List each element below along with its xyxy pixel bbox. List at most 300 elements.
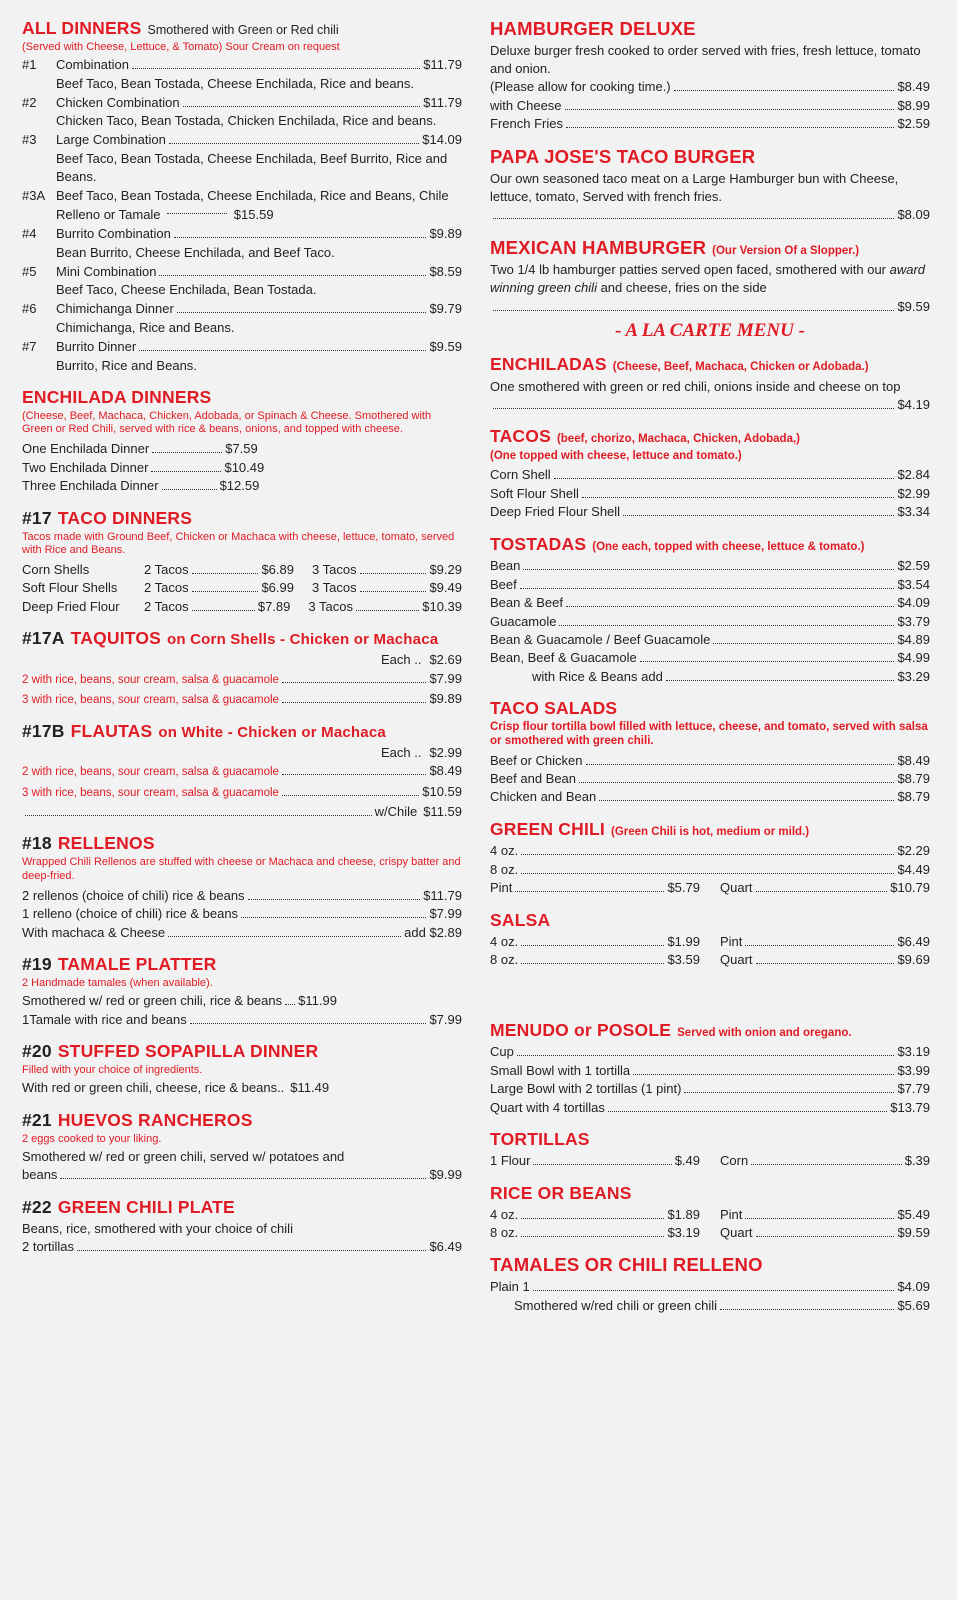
menu-item (490, 879, 700, 897)
dot-leader (521, 1218, 664, 1219)
section-note: 2 Handmade tamales (when available). (22, 977, 213, 990)
item-description: Beef Taco, Cheese Enchilada, Bean Tostada. (56, 282, 317, 298)
item-name: Corn Shells (22, 561, 90, 577)
section-salsa (490, 910, 930, 970)
item-price: $4.49 (897, 861, 930, 877)
section-subnote: (Served with Cheese, Lettuce, & Tomato) Sour Cream on request (22, 41, 340, 53)
item-name: with Rice & Beans add (532, 668, 663, 684)
desc-part-b: and cheese, fries on the side (596, 280, 767, 296)
section-title: GREEN CHILI (490, 818, 605, 839)
section-note: Tacos made with Ground Beef, Chicken or Machaca with cheese, lettuce, tomato, served with Rice and Beans. (22, 530, 455, 556)
menu-item (490, 1099, 930, 1117)
dot-leader (192, 610, 255, 611)
dot-leader (751, 1164, 902, 1165)
item-name: Bean & Guacamole / Beef Guacamole (490, 632, 711, 648)
section-green-chili (490, 819, 930, 898)
menu-item (490, 97, 930, 115)
section-title: TACOS (490, 426, 551, 447)
section-number: #21 (22, 1109, 52, 1130)
dot-leader (282, 682, 427, 683)
item-name: Small Bowl with 1 tortilla (490, 1062, 631, 1078)
item-price: $2.84 (897, 467, 930, 483)
dot-leader (60, 1178, 426, 1179)
item-name: Bean (490, 558, 521, 574)
section-title: HUEVOS RANCHEROS (57, 1109, 253, 1130)
item-price: $9.59 (897, 1224, 930, 1240)
item-price: $3.99 (897, 1062, 930, 1078)
menu-item (22, 338, 462, 375)
item-qty-3: 3 Tacos (312, 580, 357, 596)
item-name: (Please allow for cooking time.) (490, 79, 671, 95)
item-price: $11.59 (423, 803, 462, 819)
dot-leader (285, 1004, 295, 1005)
item-number: #2 (22, 94, 37, 110)
dot-leader (579, 782, 894, 783)
item-name: Beef and Bean (490, 770, 577, 786)
spacer (490, 1006, 930, 1020)
item-price: $4.09 (897, 595, 930, 611)
item-price: $11.79 (423, 94, 462, 110)
section-title-note: (Our Version Of a Slopper.) (712, 244, 860, 257)
dot-leader (190, 1023, 427, 1024)
menu-item (22, 1079, 462, 1097)
item-price: $3.34 (897, 504, 930, 520)
menu-item (22, 579, 462, 597)
item-price: $9.99 (429, 1167, 462, 1183)
dot-leader (521, 945, 664, 946)
dot-leader (554, 478, 895, 479)
desc-part-a: Two 1/4 lb hamburger patties served open faced, smothered with our (490, 262, 890, 278)
item-name: 2 rellenos (choice of chili) rice & beans (22, 887, 245, 903)
item-name: Large Bowl with 2 tortillas (1 pint) (490, 1081, 682, 1097)
item-qty-2: 2 Tacos (144, 580, 189, 596)
menu-item (490, 1062, 930, 1080)
item-description: Beans, rice, smothered with your choice of chili (22, 1220, 293, 1236)
item-name: 4 oz. (490, 843, 519, 859)
dot-leader (493, 408, 894, 409)
item-name: Plain 1 (490, 1279, 530, 1295)
item-price: $8.79 (897, 770, 930, 786)
item-name: Quart with 4 tortillas (490, 1099, 605, 1115)
dot-leader (582, 497, 895, 498)
section-hamburger-deluxe (490, 18, 930, 134)
item-name: 3 with rice, beans, sour cream, salsa & guacamole (22, 786, 279, 799)
section-title: TOSTADAS (490, 533, 587, 554)
menu-item (22, 263, 462, 300)
item-name: With red or green chili, cheese, rice & beans.. (22, 1080, 285, 1096)
item-name: Quart (720, 952, 753, 968)
menu-item (700, 1152, 930, 1170)
item-description: Beef Taco, Bean Tostada, Cheese Enchilada, Rice and beans. (56, 75, 414, 91)
item-name: Beef (490, 576, 517, 592)
item-name: 4 oz. (490, 1206, 519, 1222)
desc-emphasis: award winning green chili (490, 262, 926, 296)
item-qty-3: 3 Tacos (308, 598, 353, 614)
menu-item (22, 783, 462, 801)
item-qty-3: 3 Tacos (312, 561, 357, 577)
menu-item (490, 298, 930, 316)
menu-item (22, 1238, 462, 1256)
item-name: 1 relleno (choice of chili) rice & beans (22, 906, 239, 922)
item-name: Burrito Combination (56, 226, 171, 242)
item-price: $3.79 (897, 613, 930, 629)
item-name: 8 oz. (490, 1224, 519, 1240)
section-title: STUFFED SOPAPILLA DINNER (57, 1041, 319, 1062)
item-name: 8 oz. (490, 861, 519, 877)
menu-item (490, 1043, 930, 1061)
item-price: $3.29 (897, 668, 930, 684)
dot-leader (521, 854, 894, 855)
section-taco-salads (490, 698, 930, 806)
item-price: $5.79 (667, 880, 700, 896)
menu-item (490, 933, 700, 951)
menu-item (22, 225, 462, 262)
dot-leader (192, 591, 259, 592)
section-title: TAQUITOS (70, 628, 162, 649)
item-price: $11.99 (298, 993, 337, 1009)
dot-leader (132, 68, 420, 69)
item-price: $11.49 (290, 1080, 330, 1096)
menu-item (490, 1080, 930, 1098)
dot-leader (521, 873, 894, 874)
item-name: 8 oz. (490, 952, 519, 968)
dot-leader (248, 899, 421, 900)
dot-leader (356, 610, 419, 611)
dot-leader (674, 90, 895, 91)
each-label: Each .. (380, 744, 422, 760)
item-name: 2 with rice, beans, sour cream, salsa & guacamole (22, 766, 279, 779)
item-name: 2 with rice, beans, sour cream, salsa & guacamole (22, 673, 279, 686)
section-rice-or-beans (490, 1183, 930, 1243)
item-price: add $2.89 (404, 924, 462, 940)
section-all-dinners (22, 18, 462, 375)
right-column (490, 18, 930, 1590)
section-description (490, 378, 930, 396)
menu-item (700, 879, 930, 897)
section-enchiladas (490, 354, 930, 414)
dot-leader (162, 489, 217, 490)
menu-item (490, 115, 930, 133)
item-price-3: $10.39 (422, 598, 462, 614)
dot-leader (517, 1055, 895, 1056)
dot-leader (493, 218, 894, 219)
item-price: $15.59 (233, 206, 274, 222)
item-name: Mini Combination (56, 263, 157, 279)
dot-leader (169, 143, 419, 144)
dot-leader (745, 945, 894, 946)
menu-item (490, 576, 930, 594)
dot-leader (608, 1111, 887, 1112)
item-price-2: $6.99 (261, 580, 294, 596)
section-description: Our own seasoned taco meat on a Large Hamburger bun with Cheese, lettuce, tomato, Served with french fries. (490, 170, 899, 204)
item-price: $3.59 (667, 952, 700, 968)
item-price: $7.59 (225, 441, 258, 457)
item-qty-2: 2 Tacos (144, 561, 189, 577)
section-description: Deluxe burger fresh cooked to order served with fries, fresh lettuce, tomato and onion. (490, 43, 921, 77)
dot-leader (25, 815, 372, 816)
menu-item (490, 1224, 700, 1242)
item-price: $3.19 (667, 1224, 700, 1240)
section-note: Filled with your choice of ingredients. (22, 1064, 203, 1077)
dot-leader (151, 471, 221, 472)
item-name: Pint (720, 1206, 743, 1222)
menu-item (22, 690, 462, 708)
menu-item (490, 668, 930, 686)
menu-item (490, 396, 930, 414)
dot-leader (640, 661, 895, 662)
menu-item (22, 440, 462, 458)
section-note: Wrapped Chili Rellenos are stuffed with cheese or Machaca and cheese, crispy batter and deep-fried. (22, 856, 461, 882)
menu-item (490, 770, 930, 788)
section-number: #17A (22, 628, 65, 649)
item-description: Smothered w/ red or green chili, served w/ potatoes and (22, 1149, 345, 1165)
section-title-note: (Cheese, Beef, Machaca, Chicken or Adobada.) (612, 360, 869, 373)
section-number: #18 (22, 833, 52, 854)
menu-item (490, 466, 930, 484)
section-note: (Cheese, Beef, Machaca, Chicken, Adobada, or Spinach & Cheese. Smothered with Green or Red Chili, served with rice & beans, onions, and topped with cheese. (22, 409, 432, 435)
dot-leader (360, 573, 427, 574)
item-name: Chicken and Bean (490, 789, 597, 805)
item-name: Soft Flour Shells (22, 580, 118, 596)
dot-leader (159, 275, 426, 276)
section-title-note: on Corn Shells - Chicken or Machaca (167, 631, 439, 649)
menu-item (700, 1224, 930, 1242)
item-price: $7.79 (897, 1081, 930, 1097)
item-description: Burrito, Rice and Beans. (56, 357, 197, 373)
menu-item (490, 842, 930, 860)
item-price: $1.89 (667, 1206, 700, 1222)
item-name: One Enchilada Dinner (22, 441, 150, 457)
item-name: French Fries (490, 116, 563, 132)
section-taquitos (22, 628, 462, 708)
menu-item (22, 459, 462, 477)
section-title-note: on White - Chicken or Machaca (158, 723, 386, 741)
menu-item (700, 1206, 930, 1224)
section-flautas (22, 721, 462, 822)
item-price: $1.99 (667, 933, 700, 949)
menu-item (490, 613, 930, 631)
section-note: (One topped with cheese, lettuce and tomato.) (490, 449, 742, 462)
menu-item (490, 503, 930, 521)
item-description: Chicken Taco, Bean Tostada, Chicken Enchilada, Rice and beans. (56, 113, 437, 129)
dot-leader (565, 109, 895, 110)
item-description: Beef Taco, Bean Tostada, Cheese Enchilada, Beef Burrito, Rice and Beans. (56, 150, 448, 185)
item-price: $4.19 (897, 396, 930, 412)
section-tamale-platter (22, 954, 462, 1029)
section-green-chili-plate (22, 1197, 462, 1257)
menu-item (22, 762, 462, 780)
item-price: $8.49 (429, 763, 462, 779)
menu-item (22, 905, 462, 923)
item-name: Bean & Beef (490, 595, 563, 611)
each-label: Each .. (380, 652, 422, 668)
item-price: $12.59 (219, 478, 260, 494)
each-price: $2.69 (429, 652, 462, 668)
desc-text: One smothered with green or red chili, onions inside and cheese on top (490, 378, 901, 394)
menu-item (490, 557, 930, 575)
item-name: Smothered w/red chili or green chili (514, 1297, 718, 1313)
section-title: SALSA (490, 909, 551, 930)
dot-leader (623, 515, 894, 516)
menu-item (490, 1152, 700, 1170)
item-name: Pint (490, 880, 513, 896)
section-rellenos (22, 833, 462, 942)
dot-leader (684, 1092, 894, 1093)
section-title: ENCHILADAS (490, 353, 607, 374)
menu-item (22, 300, 462, 337)
item-price-2: $7.89 (257, 598, 291, 614)
menu-item (490, 649, 930, 667)
item-price-3: $9.49 (429, 580, 462, 596)
item-name: 1Tamale with rice and beans (22, 1011, 187, 1027)
item-price: $9.59 (897, 298, 930, 314)
item-name: Beef Taco, Bean Tostada, Cheese Enchilada, Rice and Beans, Chile Relleno or Tamale (56, 188, 449, 222)
item-name: 4 oz. (490, 933, 519, 949)
dot-leader (183, 106, 421, 107)
section-number: #22 (22, 1196, 52, 1217)
item-price: $4.99 (897, 650, 930, 666)
item-name: Corn Shell (490, 467, 551, 483)
menu-item (22, 992, 462, 1010)
menu-item (22, 670, 462, 688)
section-title: TACO SALADS (490, 698, 618, 719)
item-price: $7.99 (429, 670, 462, 686)
section-number: #17 (22, 507, 52, 528)
section-note: Crisp flour tortilla bowl filled with lettuce, cheese, and tomato, served with salsa or smothered with green chili. (490, 721, 928, 747)
item-price: $4.09 (897, 1279, 930, 1295)
item-price: $8.49 (897, 752, 930, 768)
menu-item (490, 1206, 700, 1224)
menu-item (490, 1297, 930, 1315)
section-menudo-posole (490, 1020, 930, 1117)
item-name: With machaca & Cheese (22, 924, 166, 940)
item-number: #5 (22, 263, 37, 279)
item-name: beans (22, 1167, 58, 1183)
section-title: ALL DINNERS (22, 18, 142, 38)
menu-item (22, 131, 462, 186)
dot-leader (521, 1236, 664, 1237)
item-name: Guacamole (490, 613, 557, 629)
item-price: $14.09 (422, 132, 462, 148)
section-title-note: (One each, topped with cheese, lettuce & tomato.) (592, 540, 865, 553)
dot-leader (633, 1074, 894, 1075)
item-name: Bean, Beef & Guacamole (490, 650, 637, 666)
section-title: TAMALE PLATTER (57, 954, 217, 975)
section-tortillas (490, 1129, 930, 1170)
item-name: 3 with rice, beans, sour cream, salsa & guacamole (22, 694, 279, 707)
dot-leader (756, 963, 895, 964)
item-price: $8.09 (897, 207, 930, 223)
menu-item (22, 477, 462, 495)
item-price: $8.99 (897, 97, 930, 113)
menu-item (22, 598, 462, 616)
item-price: $3.54 (897, 576, 930, 592)
item-price: $7.99 (429, 1011, 462, 1027)
item-price: $4.89 (897, 632, 930, 648)
dot-leader (282, 702, 427, 703)
dot-leader (520, 588, 895, 589)
section-title: TAMALES OR CHILI RELLENO (490, 1254, 763, 1276)
dot-leader (533, 1164, 671, 1165)
section-tostadas (490, 534, 930, 687)
a-la-carte-title: - A LA CARTE MENU - (615, 319, 805, 341)
menu-item (22, 924, 462, 942)
menu-item (490, 485, 930, 503)
item-name: Pint (720, 933, 743, 949)
dot-leader (559, 625, 894, 626)
section-title: ENCHILADA DINNERS (22, 386, 212, 407)
section-number: #17B (22, 720, 65, 741)
section-title-note: Served with onion and oregano. (677, 1026, 852, 1039)
dot-leader (756, 1236, 895, 1237)
each-price: $2.99 (429, 744, 462, 760)
dot-leader (533, 1290, 895, 1291)
left-column (22, 18, 462, 1590)
dot-leader (521, 963, 664, 964)
dot-leader (666, 680, 895, 681)
item-price: $5.49 (897, 1206, 930, 1222)
item-name: Three Enchilada Dinner (22, 478, 159, 494)
dot-leader (174, 237, 427, 238)
item-price: $10.59 (422, 783, 462, 799)
item-price: $13.79 (890, 1099, 930, 1115)
item-name: 2 tortillas (22, 1238, 75, 1254)
item-price: $2.99 (897, 485, 930, 501)
item-name: Corn (720, 1153, 749, 1169)
item-name: Quart (720, 1224, 753, 1240)
menu-item (22, 94, 462, 131)
section-tacos (490, 426, 930, 521)
dot-leader (523, 569, 894, 570)
section-title: RICE OR BEANS (490, 1182, 632, 1203)
menu-item (22, 561, 462, 579)
item-price: $8.59 (429, 263, 462, 279)
section-mexican-hamburger (490, 237, 930, 342)
item-price: $8.49 (897, 79, 930, 95)
item-qty-2: 2 Tacos (144, 598, 189, 614)
item-name: Smothered w/ red or green chili, rice & beans (22, 993, 283, 1009)
menu-item (490, 594, 930, 612)
item-price: $.39 (904, 1153, 930, 1169)
item-price: $2.59 (897, 558, 930, 574)
item-number: #3A (22, 188, 46, 204)
item-name: Chicken Combination (56, 94, 180, 110)
item-price: $6.49 (429, 1238, 462, 1254)
dot-leader (167, 213, 227, 214)
dot-leader (152, 452, 222, 453)
menu-item (22, 1166, 462, 1184)
section-description (490, 261, 930, 297)
menu-item (490, 206, 930, 224)
item-name: Beef or Chicken (490, 752, 583, 768)
item-price: $7.99 (429, 906, 462, 922)
item-price: $9.69 (897, 952, 930, 968)
dot-leader (360, 591, 427, 592)
item-price: $.49 (674, 1153, 700, 1169)
menu-item (490, 752, 930, 770)
section-title: MENUDO or POSOLE (490, 1019, 672, 1040)
menu-item (490, 1278, 930, 1296)
dot-leader (168, 936, 401, 937)
menu-item (22, 1011, 462, 1029)
spacer (490, 982, 930, 1006)
dot-leader (177, 312, 427, 313)
item-name: Cup (490, 1044, 514, 1060)
item-name: w/Chile (374, 803, 418, 819)
item-name: 1 Flour (490, 1153, 531, 1169)
section-number: #20 (22, 1041, 52, 1062)
item-name: Quart (720, 880, 753, 896)
